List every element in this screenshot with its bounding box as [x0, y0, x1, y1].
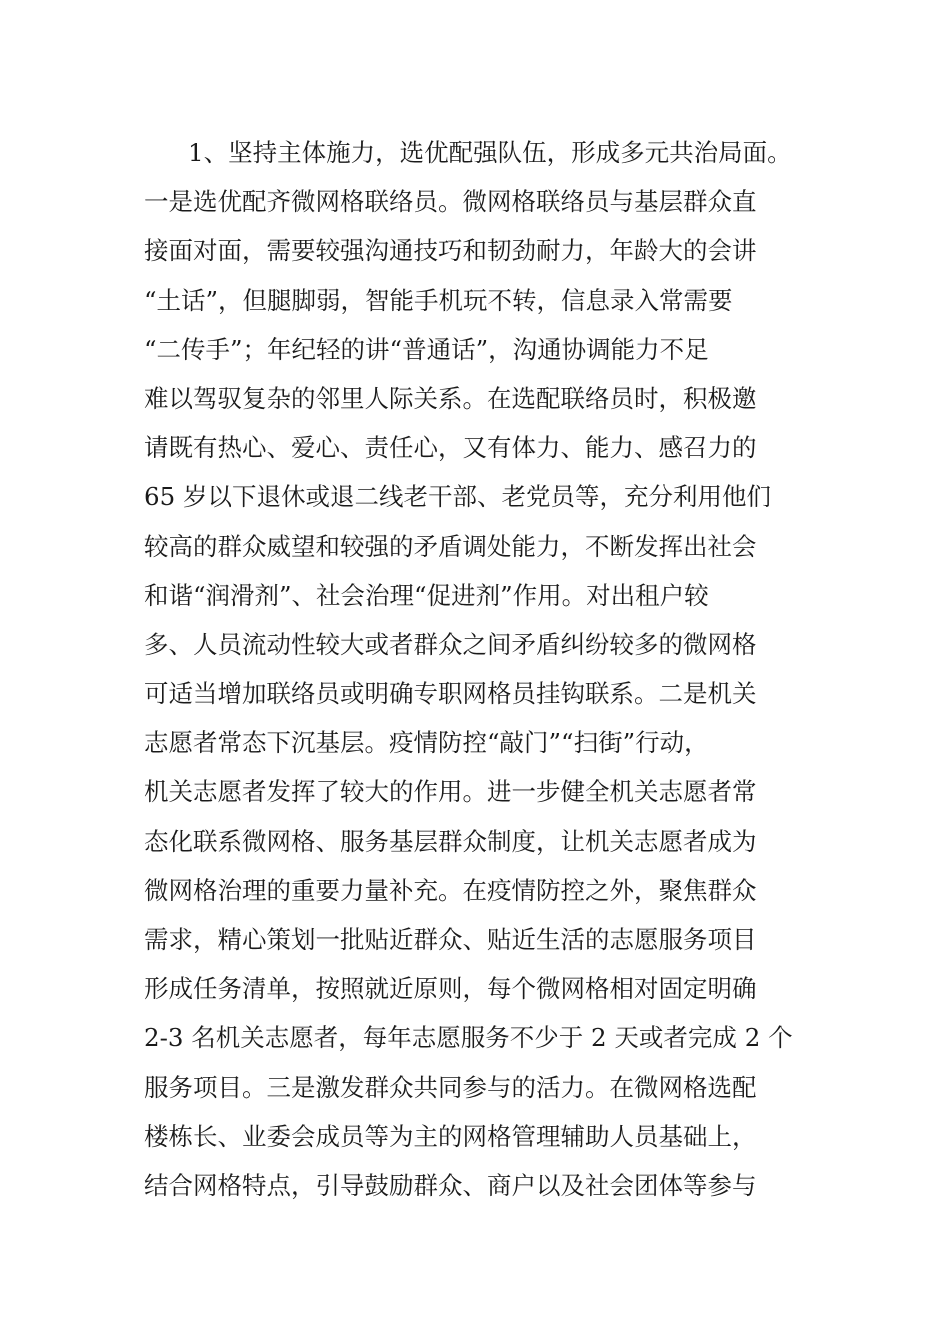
text-line: 志愿者常态下沉基层。疫情防控“敲门”“扫街”行动，	[144, 728, 709, 758]
text-line: 楼栋长、业委会成员等为主的网格管理辅助人员基础上，	[144, 1121, 757, 1151]
body-text	[144, 128, 824, 1210]
text-line: 需求，精心策划一批贴近群众、贴近生活的志愿服务项目	[144, 925, 757, 954]
text-line: 难以驾驭复杂的邻里人际关系。在选配联络员时，积极邀	[144, 383, 757, 413]
text-line: 一是选优配齐微网格联络员。微网格联络员与基层群众直	[144, 187, 757, 217]
text-line: 形成任务清单，按照就近原则，每个微网格相对固定明确	[144, 974, 757, 1004]
text-line: 请既有热心、爱心、责任心，又有体力、能力、感召力的	[144, 433, 757, 463]
text-line: 结合网格特点，引导鼓励群众、商户以及社会团体等参与	[144, 1170, 757, 1200]
text-line: 服务项目。三是激发群众共同参与的活力。在微网格选配	[144, 1072, 757, 1102]
text-line: 2-3 名机关志愿者，每年志愿服务不少于 2 天或者完成 2 个	[144, 1023, 793, 1053]
text-line: 多、人员流动性较大或者群众之间矛盾纠纷较多的微网格	[144, 629, 757, 659]
text-line: 可适当增加联络员或明确专职网格员挂钩联系。二是机关	[144, 679, 757, 709]
text-line: “二传手”；年纪轻的讲“普通话”，沟通协调能力不足	[144, 334, 709, 364]
text-line: 65 岁以下退休或退二线老干部、老党员等，充分利用他们	[144, 482, 771, 512]
text-line: 和谐“润滑剂”、社会治理“促进剂”作用。对出租户较	[144, 580, 709, 610]
text-line: 较高的群众威望和较强的矛盾调处能力，不断发挥出社会	[144, 531, 757, 561]
text-line: 机关志愿者发挥了较大的作用。进一步健全机关志愿者常	[144, 777, 757, 807]
text-line: “土话”，但腿脚弱，智能手机玩不转，信息录入常需要	[144, 285, 733, 315]
text-line: 接面对面，需要较强沟通技巧和韧劲耐力，年龄大的会讲	[144, 236, 757, 266]
section-heading-line: 1、坚持主体施力，选优配强队伍，形成多元共治局面。	[188, 138, 792, 167]
text-line: 微网格治理的重要力量补充。在疫情防控之外，聚焦群众	[144, 875, 757, 905]
text-line: 态化联系微网格、服务基层群众制度，让机关志愿者成为	[144, 826, 757, 856]
